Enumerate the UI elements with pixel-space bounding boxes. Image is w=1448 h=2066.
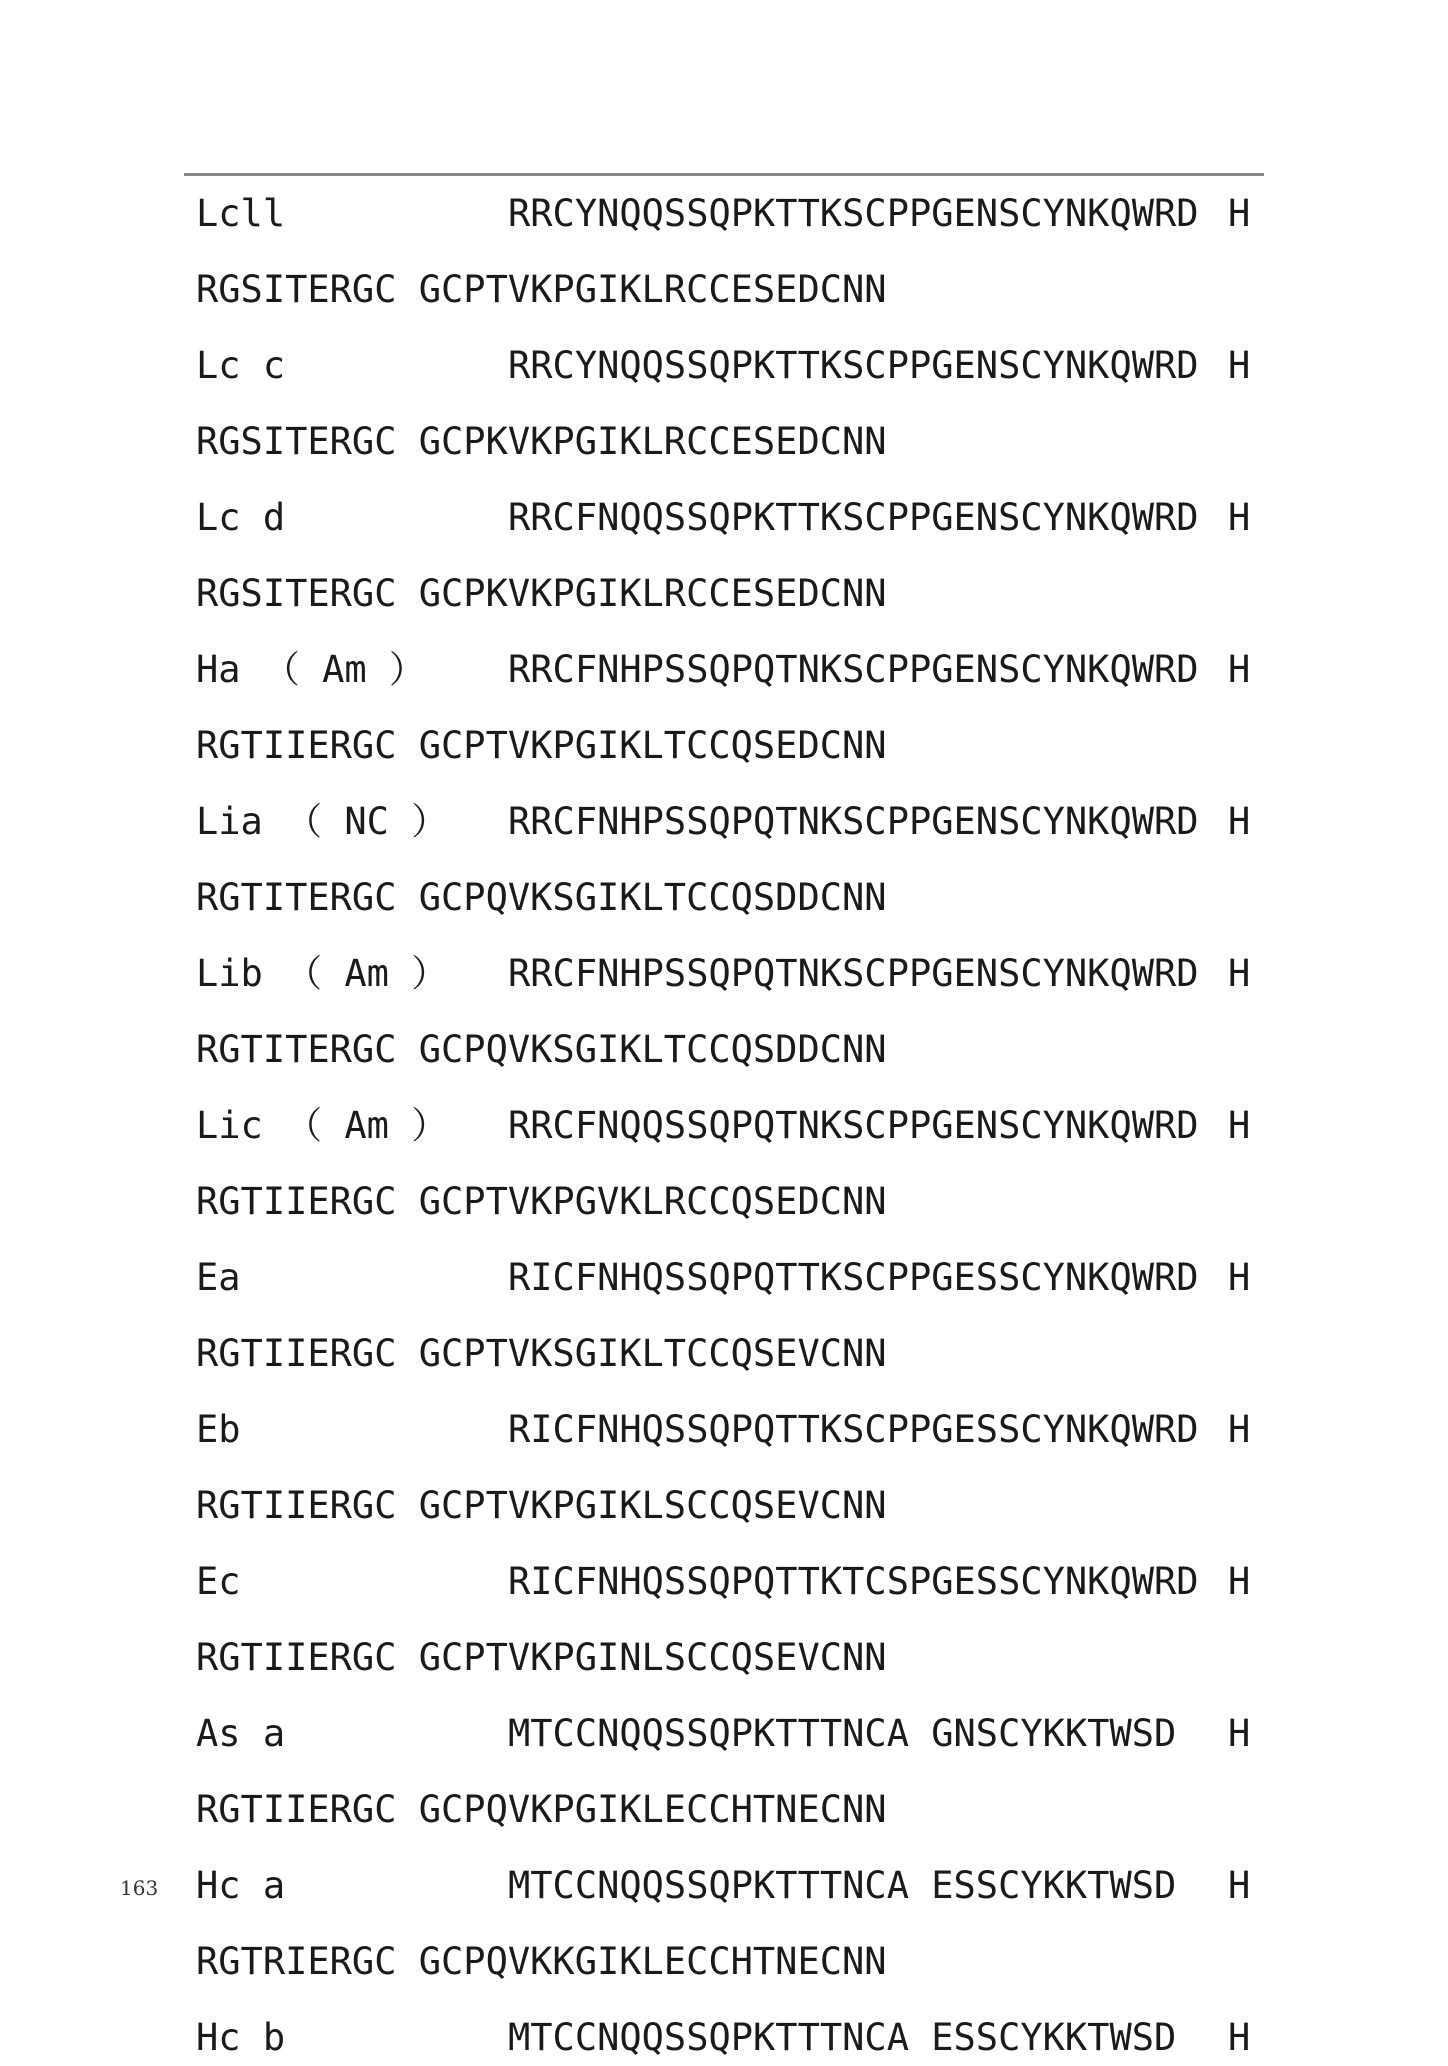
sequence-name: Eb [196, 1408, 241, 1451]
sequence-name: Lib （ Am ） [196, 952, 449, 995]
sequence-segment: RRCFNQQSSQPQTNKSCPPGENSCYNKQWRD [508, 1104, 1199, 1147]
sequence-continuation: RGSITERGC GCPKVKPGIKLRCCESEDCNN [196, 572, 887, 615]
sequence-line [196, 1554, 1256, 1610]
sequence-line [196, 1098, 1256, 1154]
sequence-name: Lc d [196, 496, 286, 539]
sequence-name: Hc b [196, 2016, 286, 2059]
sequence-segment: RRCFNQQSSQPKTTKSCPPGENSCYNKQWRD [508, 496, 1199, 539]
sequence-segment: MTCCNQQSSQPKTTTNCA GNSCYKKTWSD [508, 1712, 1177, 1755]
sequence-line [196, 490, 1256, 546]
sequence-name: Lcll [196, 192, 286, 235]
sequence-line [196, 338, 1256, 394]
sequence-name: Ec [196, 1560, 241, 1603]
sequence-tail: H [1228, 952, 1251, 995]
sequence-continuation: RGTIIERGC GCPQVKPGIKLECCHTNECNN [196, 1788, 887, 1831]
sequence-continuation: RGSITERGC GCPTVKPGIKLRCCESEDCNN [196, 268, 887, 311]
sequence-continuation: RGTIIERGC GCPTVKPGIKLSCCQSEVCNN [196, 1484, 887, 1527]
sequence-line [196, 186, 1256, 242]
sequence-segment: RRCYNQQSSQPKTTKSCPPGENSCYNKQWRD [508, 192, 1199, 235]
sequence-tail: H [1228, 344, 1251, 387]
sequence-tail: H [1228, 2016, 1251, 2059]
sequence-segment: RICFNHQSSQPQTTKSCPPGESSCYNKQWRD [508, 1408, 1199, 1451]
sequence-line [196, 642, 1256, 698]
sequence-segment: RICFNHQSSQPQTTKSCPPGESSCYNKQWRD [508, 1256, 1199, 1299]
sequence-segment: MTCCNQQSSQPKTTTNCA ESSCYKKTWSD [508, 2016, 1177, 2059]
sequence-tail: H [1228, 1256, 1251, 1299]
sequence-continuation: RGSITERGC GCPKVKPGIKLRCCESEDCNN [196, 420, 887, 463]
sequence-line [196, 2010, 1256, 2066]
sequence-name: Hc a [196, 1864, 286, 1907]
sequence-tail: H [1228, 1408, 1251, 1451]
sequence-tail: H [1228, 1864, 1251, 1907]
sequence-segment: RRCYNQQSSQPKTTKSCPPGENSCYNKQWRD [508, 344, 1199, 387]
sequence-name: Lc c [196, 344, 286, 387]
sequence-line [196, 946, 1256, 1002]
sequence-segment: RRCFNHPSSQPQTNKSCPPGENSCYNKQWRD [508, 648, 1199, 691]
top-rule [184, 173, 1264, 176]
sequence-tail: H [1228, 496, 1251, 539]
sequence-continuation: RGTIIERGC GCPTVKPGIKLTCCQSEDCNN [196, 724, 887, 767]
sequence-tail: H [1228, 1712, 1251, 1755]
sequence-line [196, 1858, 1256, 1914]
sequence-segment: MTCCNQQSSQPKTTTNCA ESSCYKKTWSD [508, 1864, 1177, 1907]
sequence-tail: H [1228, 648, 1251, 691]
sequence-continuation: RGTITERGC GCPQVKSGIKLTCCQSDDCNN [196, 876, 887, 919]
sequence-continuation: RGTRIERGC GCPQVKKGIKLECCHTNECNN [196, 1940, 887, 1983]
sequence-continuation: RGTIIERGC GCPTVKSGIKLTCCQSEVCNN [196, 1332, 887, 1375]
sequence-name: Ea [196, 1256, 241, 1299]
sequence-line [196, 1706, 1256, 1762]
page-number: 163 [120, 1876, 159, 1900]
sequence-continuation: RGTIIERGC GCPTVKPGVKLRCCQSEDCNN [196, 1180, 887, 1223]
sequence-tail: H [1228, 192, 1251, 235]
sequence-segment: RICFNHQSSQPQTTKTCSPGESSCYNKQWRD [508, 1560, 1199, 1603]
sequence-segment: RRCFNHPSSQPQTNKSCPPGENSCYNKQWRD [508, 952, 1199, 995]
sequence-segment: RRCFNHPSSQPQTNKSCPPGENSCYNKQWRD [508, 800, 1199, 843]
sequence-continuation: RGTIIERGC GCPTVKPGINLSCCQSEVCNN [196, 1636, 887, 1679]
sequence-line [196, 1250, 1256, 1306]
sequence-tail: H [1228, 1560, 1251, 1603]
sequence-continuation: RGTITERGC GCPQVKSGIKLTCCQSDDCNN [196, 1028, 887, 1071]
sequence-name: As a [196, 1712, 286, 1755]
sequence-name: Lic （ Am ） [196, 1104, 449, 1147]
sequence-line [196, 1402, 1256, 1458]
sequence-tail: H [1228, 800, 1251, 843]
sequence-line [196, 794, 1256, 850]
sequence-name: Ha （ Am ） [196, 648, 426, 691]
sequence-name: Lia （ NC ） [196, 800, 449, 843]
sequence-tail: H [1228, 1104, 1251, 1147]
